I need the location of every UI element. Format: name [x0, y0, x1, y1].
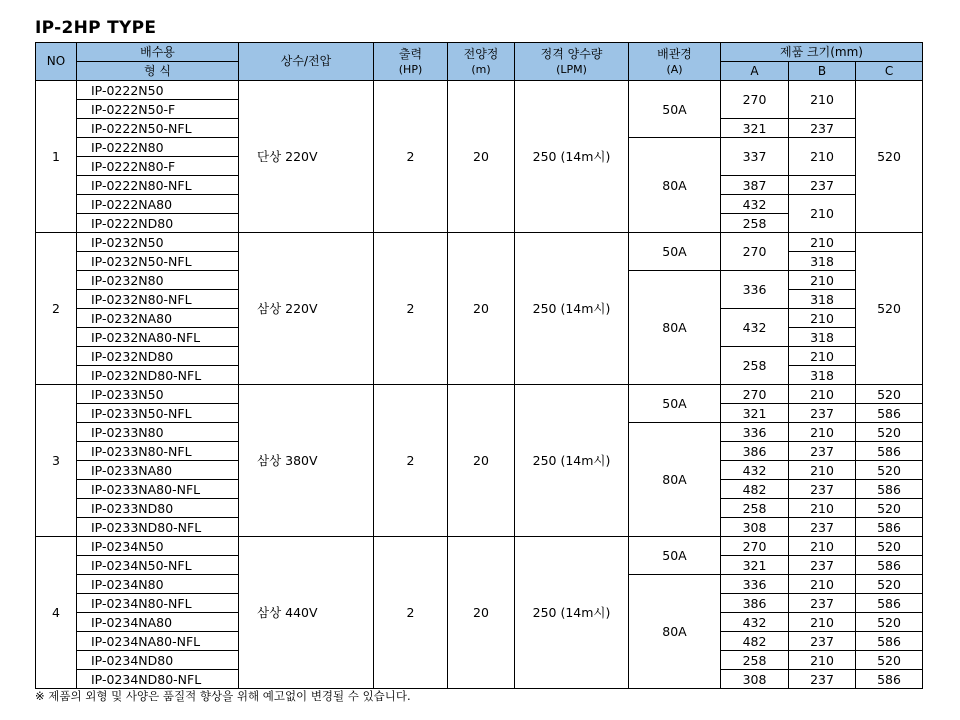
- cell-size-a: 270: [721, 385, 789, 404]
- cell-size-a: 482: [721, 632, 789, 651]
- cell-pipe: 80A: [629, 575, 721, 689]
- cell-phase: 삼상 380V: [239, 385, 374, 537]
- header-head: [448, 43, 515, 81]
- cell-size-a: 258: [721, 651, 789, 670]
- cell-size-b: 210: [789, 385, 856, 404]
- cell-size-c: 586: [856, 442, 923, 461]
- cell-model: IP-0232N50-NFL: [77, 252, 239, 271]
- cell-model: IP-0222N80-NFL: [77, 176, 239, 195]
- cell-model: IP-0222NA80: [77, 195, 239, 214]
- cell-size-a: 482: [721, 480, 789, 499]
- cell-power: 2: [374, 537, 448, 689]
- cell-size-c: 520: [856, 575, 923, 594]
- cell-model: IP-0234ND80: [77, 651, 239, 670]
- header-flow-unit: (LPM): [556, 62, 587, 76]
- cell-size-a: 321: [721, 556, 789, 575]
- cell-size-a: 270: [721, 233, 789, 271]
- cell-size-c: 520: [856, 423, 923, 442]
- cell-model: IP-0232NA80: [77, 309, 239, 328]
- cell-flow: 250 (14m시): [515, 233, 629, 385]
- cell-model: IP-0233N80-NFL: [77, 442, 239, 461]
- cell-size-c: 586: [856, 594, 923, 613]
- cell-size-b: 237: [789, 119, 856, 138]
- cell-pipe: 80A: [629, 138, 721, 233]
- header-flow-label: 정격 양수량: [540, 46, 603, 61]
- cell-model: IP-0233ND80: [77, 499, 239, 518]
- cell-size-b: 210: [789, 575, 856, 594]
- cell-model: IP-0232N80: [77, 271, 239, 290]
- cell-pipe: 50A: [629, 385, 721, 423]
- header-power: [374, 43, 448, 81]
- cell-power: 2: [374, 233, 448, 385]
- cell-size-c: 586: [856, 670, 923, 689]
- cell-size-a: 386: [721, 594, 789, 613]
- cell-size-c: 520: [856, 233, 923, 385]
- cell-size-a: 270: [721, 537, 789, 556]
- cell-size-b: 210: [789, 309, 856, 328]
- header-head-unit: (m): [471, 62, 491, 76]
- cell-size-b: 318: [789, 328, 856, 347]
- header-power-label: 출력: [398, 46, 423, 61]
- cell-model: IP-0234NA80: [77, 613, 239, 632]
- header-flow: [515, 43, 629, 81]
- cell-size-c: 520: [856, 613, 923, 632]
- page-title: IP-2HP TYPE: [35, 18, 157, 38]
- cell-model: IP-0222N80-F: [77, 157, 239, 176]
- table-row: [36, 81, 923, 100]
- cell-size-a: 432: [721, 309, 789, 347]
- cell-size-b: 210: [789, 651, 856, 670]
- table-body: [36, 81, 923, 689]
- cell-head: 20: [448, 385, 515, 537]
- header-size-b: B: [789, 62, 856, 81]
- cell-flow: 250 (14m시): [515, 537, 629, 689]
- header-pipe: [629, 43, 721, 81]
- cell-size-b: 318: [789, 252, 856, 271]
- header-phase: 상수/전압: [239, 43, 374, 81]
- cell-power: 2: [374, 81, 448, 233]
- cell-size-a: 308: [721, 518, 789, 537]
- cell-size-b: 237: [789, 518, 856, 537]
- cell-size-c: 586: [856, 632, 923, 651]
- cell-model: IP-0232N80-NFL: [77, 290, 239, 309]
- cell-model: IP-0232N50: [77, 233, 239, 252]
- cell-size-b: 237: [789, 176, 856, 195]
- cell-pipe: 50A: [629, 537, 721, 575]
- cell-size-b: 237: [789, 632, 856, 651]
- cell-size-a: 432: [721, 461, 789, 480]
- cell-size-b: 237: [789, 556, 856, 575]
- cell-size-c: 520: [856, 537, 923, 556]
- spec-table: [35, 42, 923, 689]
- cell-size-b: 210: [789, 138, 856, 176]
- cell-head: 20: [448, 233, 515, 385]
- cell-size-c: 586: [856, 556, 923, 575]
- cell-size-c: 586: [856, 518, 923, 537]
- cell-size-b: 210: [789, 347, 856, 366]
- cell-size-b: 237: [789, 442, 856, 461]
- cell-model: IP-0232ND80-NFL: [77, 366, 239, 385]
- cell-size-b: 237: [789, 480, 856, 499]
- cell-model: IP-0233N80: [77, 423, 239, 442]
- header-power-unit: (HP): [398, 62, 423, 76]
- cell-phase: 단상 220V: [239, 81, 374, 233]
- cell-size-a: 336: [721, 423, 789, 442]
- header-size-a: A: [721, 62, 789, 81]
- cell-size-a: 387: [721, 176, 789, 195]
- cell-flow: 250 (14m시): [515, 385, 629, 537]
- cell-model: IP-0232ND80: [77, 347, 239, 366]
- header-size-c: C: [856, 62, 923, 81]
- cell-size-b: 210: [789, 195, 856, 233]
- cell-size-c: 586: [856, 404, 923, 423]
- cell-model: IP-0233N50: [77, 385, 239, 404]
- table-row: [36, 233, 923, 252]
- cell-size-b: 210: [789, 499, 856, 518]
- cell-size-a: 432: [721, 195, 789, 214]
- cell-power: 2: [374, 385, 448, 537]
- cell-pipe: 80A: [629, 423, 721, 537]
- cell-model: IP-0233NA80-NFL: [77, 480, 239, 499]
- cell-model: IP-0222N50-F: [77, 100, 239, 119]
- cell-pipe: 80A: [629, 271, 721, 385]
- cell-size-c: 520: [856, 651, 923, 670]
- cell-size-a: 336: [721, 271, 789, 309]
- cell-model: IP-0234NA80-NFL: [77, 632, 239, 651]
- cell-size-b: 237: [789, 670, 856, 689]
- cell-model: IP-0234ND80-NFL: [77, 670, 239, 689]
- cell-size-b: 210: [789, 537, 856, 556]
- cell-size-c: 520: [856, 385, 923, 404]
- cell-size-b: 318: [789, 366, 856, 385]
- cell-no: 3: [36, 385, 77, 537]
- cell-size-b: 210: [789, 81, 856, 119]
- cell-size-a: 321: [721, 119, 789, 138]
- cell-head: 20: [448, 81, 515, 233]
- cell-pipe: 50A: [629, 81, 721, 138]
- cell-size-b: 210: [789, 233, 856, 252]
- cell-size-b: 210: [789, 271, 856, 290]
- header-head-label: 전양정: [463, 46, 499, 61]
- cell-size-b: 210: [789, 423, 856, 442]
- cell-model: IP-0222ND80: [77, 214, 239, 233]
- cell-size-c: 520: [856, 81, 923, 233]
- cell-size-a: 337: [721, 138, 789, 176]
- cell-size-c: 520: [856, 461, 923, 480]
- cell-phase: 삼상 440V: [239, 537, 374, 689]
- header-pipe-unit: (A): [666, 62, 683, 76]
- header-pipe-label: 배관경: [657, 46, 692, 61]
- cell-flow: 250 (14m시): [515, 81, 629, 233]
- cell-size-b: 210: [789, 461, 856, 480]
- cell-model: IP-0233ND80-NFL: [77, 518, 239, 537]
- cell-size-c: 520: [856, 499, 923, 518]
- cell-model: IP-0222N80: [77, 138, 239, 157]
- cell-size-a: 258: [721, 347, 789, 385]
- cell-size-b: 237: [789, 404, 856, 423]
- cell-size-b: 237: [789, 594, 856, 613]
- cell-size-a: 270: [721, 81, 789, 119]
- table-row: [36, 537, 923, 556]
- cell-model: IP-0222N50: [77, 81, 239, 100]
- table-row: [36, 385, 923, 404]
- cell-model: IP-0222N50-NFL: [77, 119, 239, 138]
- header-model-bottom: 형 식: [77, 62, 239, 81]
- cell-size-a: 321: [721, 404, 789, 423]
- header-size: 제품 크기(mm): [721, 43, 923, 62]
- cell-pipe: 50A: [629, 233, 721, 271]
- cell-size-b: 318: [789, 290, 856, 309]
- cell-size-a: 308: [721, 670, 789, 689]
- cell-size-a: 386: [721, 442, 789, 461]
- header-no: NO: [36, 43, 77, 81]
- cell-model: IP-0232NA80-NFL: [77, 328, 239, 347]
- footnote: ※ 제품의 외형 및 사양은 품질적 향상을 위해 예고없이 변경될 수 있습니다.: [35, 689, 411, 703]
- cell-model: IP-0234N80: [77, 575, 239, 594]
- cell-model: IP-0234N80-NFL: [77, 594, 239, 613]
- cell-model: IP-0234N50: [77, 537, 239, 556]
- cell-size-b: 210: [789, 613, 856, 632]
- cell-model: IP-0234N50-NFL: [77, 556, 239, 575]
- cell-size-a: 432: [721, 613, 789, 632]
- cell-size-a: 258: [721, 499, 789, 518]
- cell-size-a: 258: [721, 214, 789, 233]
- cell-model: IP-0233NA80: [77, 461, 239, 480]
- cell-size-a: 336: [721, 575, 789, 594]
- cell-head: 20: [448, 537, 515, 689]
- cell-no: 1: [36, 81, 77, 233]
- table-header: [36, 43, 923, 81]
- cell-size-c: 586: [856, 480, 923, 499]
- cell-no: 2: [36, 233, 77, 385]
- cell-no: 4: [36, 537, 77, 689]
- cell-phase: 삼상 220V: [239, 233, 374, 385]
- header-model-top: 배수용: [77, 43, 239, 62]
- cell-model: IP-0233N50-NFL: [77, 404, 239, 423]
